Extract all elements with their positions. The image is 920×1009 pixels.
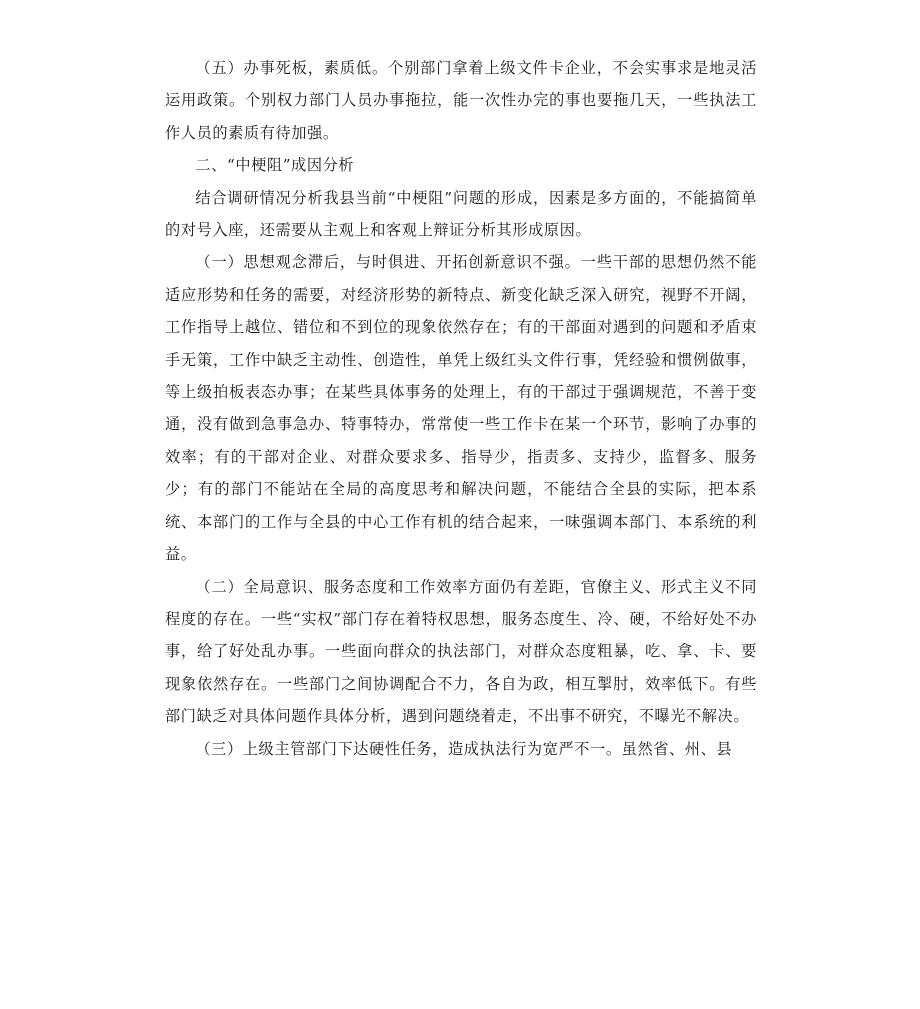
paragraph-cause-two: （二）全局意识、服务态度和工作效率方面仍有差距，官僚主义、形式主义不同程度的存在。一些“实权”部门存在着特权思想，服务态度生、冷、硬，不给好处不办事，给了好处乱办事。一些面向群众的执法部门，对群众态度粗暴，吃、拿、卡、要现象依然存在。一些部门之间协调配合不力，各自为政，相互掣肘，效率低下。有些部门缺乏对具体问题作具体分析，遇到问题绕着走，不出事不研究，不曝光不解决。 <box>165 577 757 726</box>
document-page <box>165 52 757 765</box>
section-heading-cause-analysis: 二、“中梗阻”成因分析 <box>195 156 355 175</box>
paragraph-cause-one: （一）思想观念滞后，与时俱进、开拓创新意识不强。一些干部的思想仍然不能适应形势和任务的需要，对经济形势的新特点、新变化缺乏深入研究，视野不开阔，工作指导上越位、错位和不到位的现象依然存在；有的干部面对遇到的问题和矛盾束手无策，工作中缺乏主动性、创造性，单凭上级红头文件行事，凭经验和惯例做事，等上级拍板表态办事；在某些具体事务的处理上，有的干部过于强调规范，不善于变通，没有做到急事急办、特事特办，常常使一些工作卡在某一个环节，影响了办事的效率；有的干部对企业、对群众要求多、指导少，指责多、支持少，监督多、服务少；有的部门不能站在全局的高度思考和解决问题，不能结合全县的实际，把本系统、本部门的工作与全县的中心工作有机的结合起来，一味强调本部门、本系统的利益。 <box>165 253 757 564</box>
paragraph-section-five: （五）办事死板，素质低。个别部门拿着上级文件卡企业，不会实事求是地灵活运用政策。个别权力部门人员办事拖拉，能一次性办完的事也要拖几天，一些执法工作人员的素质有待加强。 <box>165 59 757 142</box>
paragraph-intro-analysis: 结合调研情况分析我县当前“中梗阻”问题的形成，因素是多方面的，不能搞简单的对号入座，还需要从主观上和客观上辩证分析其形成原因。 <box>165 188 757 240</box>
paragraph-cause-three: （三）上级主管部门下达硬性任务，造成执法行为宽严不一。虽然省、州、县 <box>195 739 733 758</box>
